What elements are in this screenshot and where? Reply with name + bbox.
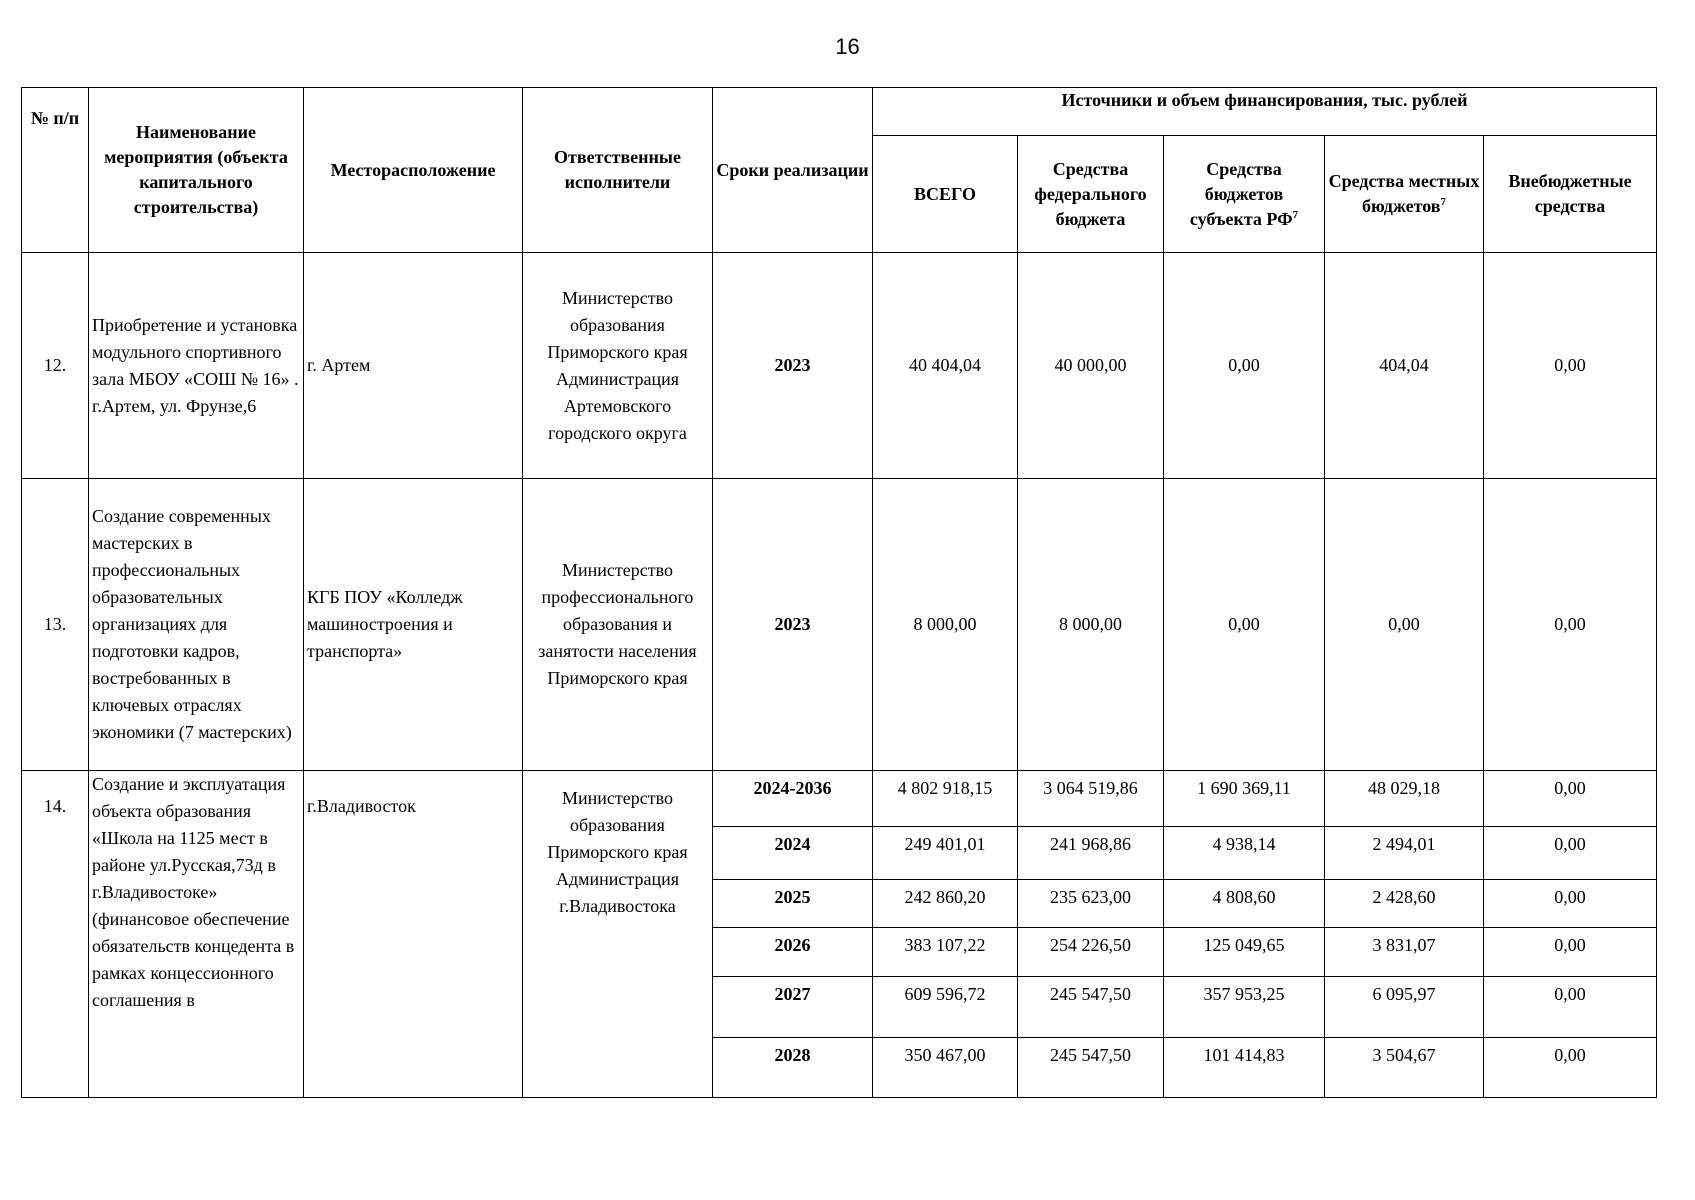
- row-regional: 357 953,25: [1164, 977, 1325, 1038]
- row-period: 2026: [713, 928, 873, 977]
- header-local: [1325, 136, 1484, 253]
- row-total: 4 802 918,15: [873, 771, 1018, 827]
- row-local: 48 029,18: [1325, 771, 1484, 827]
- row-offbudget: 0,00: [1484, 880, 1657, 928]
- row-period: 2025: [713, 880, 873, 928]
- row-local: 2 494,01: [1325, 827, 1484, 880]
- page-number: 16: [835, 34, 860, 59]
- row-period: 2024-2036: [713, 771, 873, 827]
- row-period: 2028: [713, 1038, 873, 1098]
- row-local: 6 095,97: [1325, 977, 1484, 1038]
- header-regional-label: Средства бюджетов субъекта РФ: [1189, 158, 1293, 229]
- header-federal: Средства федерального бюджета: [1018, 136, 1164, 253]
- header-local-label: Средства местных бюджетов: [1328, 171, 1480, 216]
- row-local: 404,04: [1325, 253, 1484, 479]
- row-period: 2024: [713, 827, 873, 880]
- row-offbudget: 0,00: [1484, 977, 1657, 1038]
- row-num: 12.: [22, 253, 89, 479]
- row-regional: 1 690 369,11: [1164, 771, 1325, 827]
- row-num: 13.: [22, 479, 89, 771]
- header-name: Наименование мероприятия (объекта капитального строительства): [89, 88, 304, 253]
- row-local: 2 428,60: [1325, 880, 1484, 928]
- row-num: 14.: [22, 771, 89, 1098]
- row-federal: 245 547,50: [1018, 1038, 1164, 1098]
- row-offbudget: 0,00: [1484, 479, 1657, 771]
- row-responsible: Министерство профессионального образования и занятости населения Приморского края: [523, 479, 713, 771]
- table-row: [22, 253, 1657, 479]
- header-offbudget: Внебюджетные средства: [1484, 136, 1657, 253]
- header-regional: [1164, 136, 1325, 253]
- table-row: [22, 771, 1657, 827]
- row-total: 383 107,22: [873, 928, 1018, 977]
- row-period: 2023: [713, 253, 873, 479]
- row-total: 242 860,20: [873, 880, 1018, 928]
- table-row: [22, 479, 1657, 771]
- header-funding-group: Источники и объем финансирования, тыс. рублей: [873, 88, 1657, 136]
- row-regional: 101 414,83: [1164, 1038, 1325, 1098]
- row-location: г. Артем: [304, 253, 523, 479]
- row-federal: 40 000,00: [1018, 253, 1164, 479]
- row-offbudget: 0,00: [1484, 253, 1657, 479]
- row-regional: 4 808,60: [1164, 880, 1325, 928]
- row-total: 8 000,00: [873, 479, 1018, 771]
- row-name: Приобретение и установка модульного спортивного зала МБОУ «СОШ № 16» . г.Артем, ул. Фрунзе,6: [89, 253, 304, 479]
- row-regional: 0,00: [1164, 253, 1325, 479]
- row-federal: 235 623,00: [1018, 880, 1164, 928]
- header-period: Сроки реализации: [713, 88, 873, 253]
- row-responsible: Министерство образования Приморского края Администрация г.Владивостока: [523, 771, 713, 1098]
- header-total: ВСЕГО: [873, 136, 1018, 253]
- row-federal: 3 064 519,86: [1018, 771, 1164, 827]
- row-regional: 0,00: [1164, 479, 1325, 771]
- row-offbudget: 0,00: [1484, 827, 1657, 880]
- row-period: 2023: [713, 479, 873, 771]
- row-offbudget: 0,00: [1484, 1038, 1657, 1098]
- row-local: 3 831,07: [1325, 928, 1484, 977]
- row-name: Создание и эксплуатация объекта образования «Школа на 1125 мест в районе ул.Русская,73д в г.Владивостоке» (финансовое обеспечение обязательств концедента в рамках концессионного соглашения в: [89, 771, 304, 1098]
- row-federal: 241 968,86: [1018, 827, 1164, 880]
- row-local: 3 504,67: [1325, 1038, 1484, 1098]
- row-federal: 245 547,50: [1018, 977, 1164, 1038]
- header-num: № п/п: [22, 88, 89, 253]
- header-location: Месторасположение: [304, 88, 523, 253]
- row-total: 350 467,00: [873, 1038, 1018, 1098]
- row-regional: 125 049,65: [1164, 928, 1325, 977]
- row-total: 40 404,04: [873, 253, 1018, 479]
- row-offbudget: 0,00: [1484, 928, 1657, 977]
- row-period: 2027: [713, 977, 873, 1038]
- header-responsible: Ответственные исполнители: [523, 88, 713, 253]
- row-name: Создание современных мастерских в профессиональных образовательных организациях для подготовки кадров, востребованных в ключевых отраслях экономики (7 мастерских): [89, 479, 304, 771]
- row-local: 0,00: [1325, 479, 1484, 771]
- row-location: КГБ ПОУ «Колледж машиностроения и транспорта»: [304, 479, 523, 771]
- row-federal: 254 226,50: [1018, 928, 1164, 977]
- row-federal: 8 000,00: [1018, 479, 1164, 771]
- row-total: 249 401,01: [873, 827, 1018, 880]
- row-regional: 4 938,14: [1164, 827, 1325, 880]
- funding-table: [21, 87, 1657, 1098]
- header-regional-footnote: 7: [1292, 208, 1299, 221]
- row-location: г.Владивосток: [304, 771, 523, 1098]
- row-total: 609 596,72: [873, 977, 1018, 1038]
- table-header: [22, 88, 1657, 253]
- row-responsible: Министерство образования Приморского края Администрация Артемовского городского округа: [523, 253, 713, 479]
- row-offbudget: 0,00: [1484, 771, 1657, 827]
- header-local-footnote: 7: [1440, 196, 1446, 208]
